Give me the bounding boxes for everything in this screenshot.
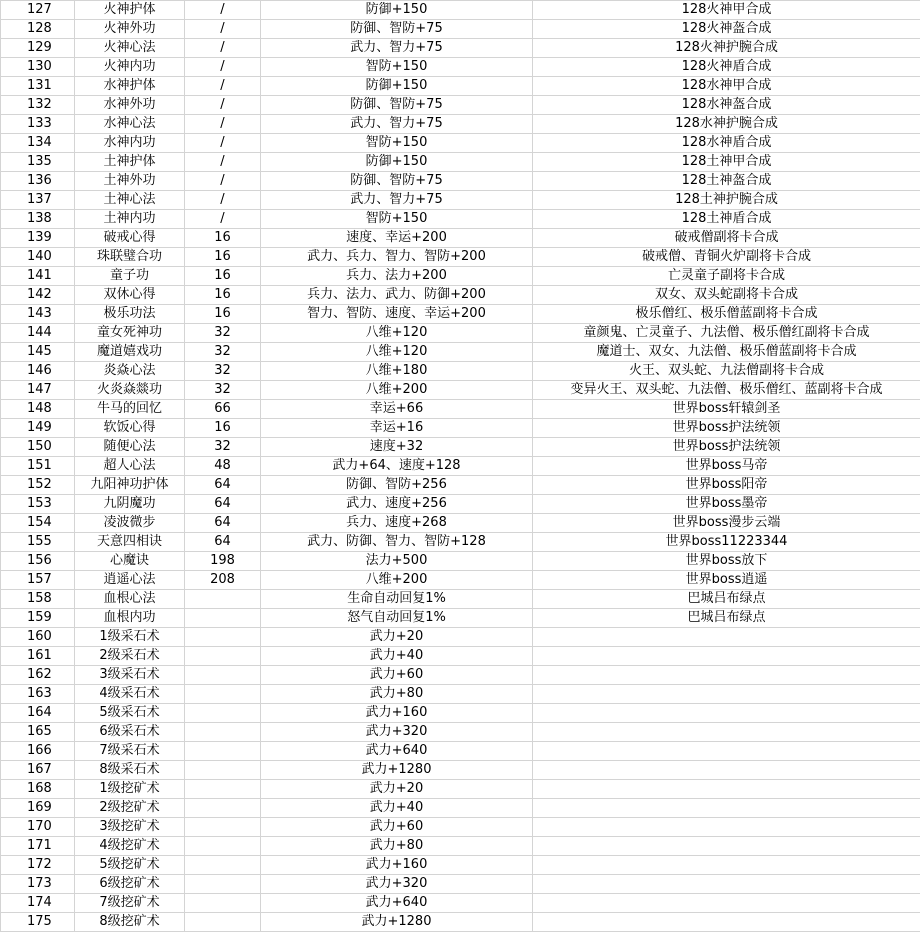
source-cell[interactable]	[533, 780, 920, 799]
source-cell[interactable]: 世界boss放下	[533, 552, 920, 571]
row-id-cell[interactable]: 157	[1, 571, 75, 590]
effect-cell[interactable]: 武力+40	[261, 647, 533, 666]
skill-name-cell[interactable]: 3级采石术	[75, 666, 185, 685]
row-id-cell[interactable]: 165	[1, 723, 75, 742]
level-cell[interactable]	[185, 666, 261, 685]
source-cell[interactable]	[533, 723, 920, 742]
row-id-cell[interactable]: 160	[1, 628, 75, 647]
source-cell[interactable]: 极乐僧红、极乐僧蓝副将卡合成	[533, 305, 920, 324]
row-id-cell[interactable]: 169	[1, 799, 75, 818]
level-cell[interactable]: 32	[185, 324, 261, 343]
table-row	[1, 742, 920, 761]
level-cell[interactable]: 48	[185, 457, 261, 476]
row-id-cell[interactable]: 127	[1, 1, 75, 20]
row-id-cell[interactable]: 149	[1, 419, 75, 438]
source-cell[interactable]: 128水神甲合成	[533, 77, 920, 96]
row-id-cell[interactable]: 170	[1, 818, 75, 837]
level-cell[interactable]: /	[185, 20, 261, 39]
skill-name-cell[interactable]: 凌波微步	[75, 514, 185, 533]
row-id-cell[interactable]: 167	[1, 761, 75, 780]
row-id-cell[interactable]: 151	[1, 457, 75, 476]
effect-cell[interactable]: 八维+120	[261, 343, 533, 362]
source-cell[interactable]: 128火神盔合成	[533, 20, 920, 39]
effect-cell[interactable]: 武力+20	[261, 780, 533, 799]
skill-name-cell[interactable]: 土神内功	[75, 210, 185, 229]
level-cell[interactable]: /	[185, 134, 261, 153]
skill-name-cell[interactable]: 1级采石术	[75, 628, 185, 647]
effect-cell[interactable]: 智防+150	[261, 58, 533, 77]
effect-cell[interactable]: 智力、智防、速度、幸运+200	[261, 305, 533, 324]
table-row	[1, 20, 920, 39]
skill-name-cell[interactable]: 随便心法	[75, 438, 185, 457]
effect-cell[interactable]: 武力、速度+256	[261, 495, 533, 514]
source-cell[interactable]: 128土神盾合成	[533, 210, 920, 229]
source-cell[interactable]: 128土神盔合成	[533, 172, 920, 191]
level-cell[interactable]	[185, 837, 261, 856]
source-cell[interactable]: 128火神盾合成	[533, 58, 920, 77]
row-id-cell[interactable]: 141	[1, 267, 75, 286]
effect-cell[interactable]: 武力+320	[261, 723, 533, 742]
skill-name-cell[interactable]: 水神外功	[75, 96, 185, 115]
level-cell[interactable]: 32	[185, 381, 261, 400]
row-id-cell[interactable]: 140	[1, 248, 75, 267]
table-row	[1, 457, 920, 476]
effect-cell[interactable]: 怒气自动回复1%	[261, 609, 533, 628]
skill-name-cell[interactable]: 4级采石术	[75, 685, 185, 704]
table-row	[1, 704, 920, 723]
effect-cell[interactable]: 武力+160	[261, 704, 533, 723]
skill-name-cell[interactable]: 火炎焱燚功	[75, 381, 185, 400]
level-cell[interactable]: 32	[185, 362, 261, 381]
table-row	[1, 571, 920, 590]
effect-cell[interactable]: 武力、防御、智力、智防+128	[261, 533, 533, 552]
level-cell[interactable]	[185, 628, 261, 647]
effect-cell[interactable]: 武力+60	[261, 818, 533, 837]
row-id-cell[interactable]: 162	[1, 666, 75, 685]
table-row	[1, 856, 920, 875]
source-cell[interactable]	[533, 666, 920, 685]
effect-cell[interactable]: 速度、幸运+200	[261, 229, 533, 248]
level-cell[interactable]	[185, 913, 261, 932]
source-cell[interactable]	[533, 913, 920, 932]
skill-name-cell[interactable]: 7级采石术	[75, 742, 185, 761]
effect-cell[interactable]: 武力+320	[261, 875, 533, 894]
source-cell[interactable]	[533, 761, 920, 780]
level-cell[interactable]	[185, 647, 261, 666]
skill-name-cell[interactable]: 2级挖矿术	[75, 799, 185, 818]
row-id-cell[interactable]: 135	[1, 153, 75, 172]
table-row	[1, 666, 920, 685]
level-cell[interactable]	[185, 780, 261, 799]
row-id-cell[interactable]: 153	[1, 495, 75, 514]
table-row	[1, 58, 920, 77]
skill-name-cell[interactable]: 九阳神功护体	[75, 476, 185, 495]
level-cell[interactable]: /	[185, 39, 261, 58]
row-id-cell[interactable]: 152	[1, 476, 75, 495]
effect-cell[interactable]: 八维+120	[261, 324, 533, 343]
effect-cell[interactable]: 武力+1280	[261, 913, 533, 932]
table-row	[1, 552, 920, 571]
level-cell[interactable]: /	[185, 115, 261, 134]
skill-name-cell[interactable]: 软饭心得	[75, 419, 185, 438]
table-row	[1, 609, 920, 628]
level-cell[interactable]: 198	[185, 552, 261, 571]
effect-cell[interactable]: 武力+40	[261, 799, 533, 818]
row-id-cell[interactable]: 154	[1, 514, 75, 533]
level-cell[interactable]	[185, 856, 261, 875]
level-cell[interactable]: /	[185, 1, 261, 20]
level-cell[interactable]	[185, 799, 261, 818]
row-id-cell[interactable]: 144	[1, 324, 75, 343]
row-id-cell[interactable]: 146	[1, 362, 75, 381]
source-cell[interactable]	[533, 837, 920, 856]
table-row	[1, 438, 920, 457]
table-row	[1, 685, 920, 704]
table-row	[1, 248, 920, 267]
effect-cell[interactable]: 兵力、法力、武力、防御+200	[261, 286, 533, 305]
row-id-cell[interactable]: 166	[1, 742, 75, 761]
table-row	[1, 514, 920, 533]
level-cell[interactable]: 64	[185, 533, 261, 552]
level-cell[interactable]: 32	[185, 438, 261, 457]
row-id-cell[interactable]: 137	[1, 191, 75, 210]
table-row	[1, 305, 920, 324]
table-row	[1, 533, 920, 552]
source-cell[interactable]	[533, 799, 920, 818]
row-id-cell[interactable]: 128	[1, 20, 75, 39]
level-cell[interactable]: 64	[185, 476, 261, 495]
skill-name-cell[interactable]: 童女死神功	[75, 324, 185, 343]
source-cell[interactable]: 世界boss马帝	[533, 457, 920, 476]
skill-name-cell[interactable]: 火神外功	[75, 20, 185, 39]
level-cell[interactable]: 64	[185, 514, 261, 533]
row-id-cell[interactable]: 147	[1, 381, 75, 400]
effect-cell[interactable]: 武力+20	[261, 628, 533, 647]
table-row	[1, 343, 920, 362]
level-cell[interactable]	[185, 609, 261, 628]
row-id-cell[interactable]: 131	[1, 77, 75, 96]
table-row	[1, 267, 920, 286]
source-cell[interactable]	[533, 685, 920, 704]
row-id-cell[interactable]: 139	[1, 229, 75, 248]
skill-name-cell[interactable]: 7级挖矿术	[75, 894, 185, 913]
skill-name-cell[interactable]: 炎焱心法	[75, 362, 185, 381]
effect-cell[interactable]: 武力+80	[261, 685, 533, 704]
effect-cell[interactable]: 防御+150	[261, 153, 533, 172]
table-row	[1, 913, 920, 932]
source-cell[interactable]	[533, 704, 920, 723]
table-row	[1, 818, 920, 837]
table-row	[1, 590, 920, 609]
source-cell[interactable]: 双女、双头蛇副将卡合成	[533, 286, 920, 305]
table-row	[1, 875, 920, 894]
source-cell[interactable]: 世界boss11223344	[533, 533, 920, 552]
skill-name-cell[interactable]: 极乐功法	[75, 305, 185, 324]
effect-cell[interactable]: 防御+150	[261, 1, 533, 20]
skill-name-cell[interactable]: 2级采石术	[75, 647, 185, 666]
effect-cell[interactable]: 防御+150	[261, 77, 533, 96]
level-cell[interactable]	[185, 818, 261, 837]
source-cell[interactable]	[533, 647, 920, 666]
table-row	[1, 647, 920, 666]
level-cell[interactable]	[185, 761, 261, 780]
skill-name-cell[interactable]: 超人心法	[75, 457, 185, 476]
level-cell[interactable]: /	[185, 153, 261, 172]
skill-name-cell[interactable]: 魔道嬉戏功	[75, 343, 185, 362]
table-row	[1, 324, 920, 343]
skill-name-cell[interactable]: 6级挖矿术	[75, 875, 185, 894]
skill-name-cell[interactable]: 土神外功	[75, 172, 185, 191]
effect-cell[interactable]: 武力+64、速度+128	[261, 457, 533, 476]
table-row	[1, 362, 920, 381]
table-row	[1, 1, 920, 20]
level-cell[interactable]	[185, 590, 261, 609]
row-id-cell[interactable]: 129	[1, 39, 75, 58]
source-cell[interactable]: 世界boss轩辕剑圣	[533, 400, 920, 419]
skill-name-cell[interactable]: 5级采石术	[75, 704, 185, 723]
source-cell[interactable]: 童颜鬼、亡灵童子、九法僧、极乐僧红副将卡合成	[533, 324, 920, 343]
table-body	[1, 1, 920, 932]
row-id-cell[interactable]: 164	[1, 704, 75, 723]
source-cell[interactable]: 破戒僧、青铜火炉副将卡合成	[533, 248, 920, 267]
source-cell[interactable]: 世界boss护法统领	[533, 438, 920, 457]
effect-cell[interactable]: 法力+500	[261, 552, 533, 571]
effect-cell[interactable]: 八维+180	[261, 362, 533, 381]
skill-name-cell[interactable]: 珠联璧合功	[75, 248, 185, 267]
level-cell[interactable]: /	[185, 96, 261, 115]
source-cell[interactable]: 128土神护腕合成	[533, 191, 920, 210]
skill-name-cell[interactable]: 双休心得	[75, 286, 185, 305]
skill-name-cell[interactable]: 九阴魔功	[75, 495, 185, 514]
effect-cell[interactable]: 武力+160	[261, 856, 533, 875]
level-cell[interactable]: 16	[185, 305, 261, 324]
level-cell[interactable]: /	[185, 172, 261, 191]
skill-name-cell[interactable]: 3级挖矿术	[75, 818, 185, 837]
skill-name-cell[interactable]: 火神内功	[75, 58, 185, 77]
table-row	[1, 39, 920, 58]
source-cell[interactable]	[533, 875, 920, 894]
level-cell[interactable]	[185, 742, 261, 761]
row-id-cell[interactable]: 171	[1, 837, 75, 856]
source-cell[interactable]: 巴城吕布绿点	[533, 590, 920, 609]
level-cell[interactable]	[185, 894, 261, 913]
row-id-cell[interactable]: 168	[1, 780, 75, 799]
level-cell[interactable]	[185, 875, 261, 894]
effect-cell[interactable]: 武力、智力+75	[261, 115, 533, 134]
skill-name-cell[interactable]: 天意四相诀	[75, 533, 185, 552]
row-id-cell[interactable]: 133	[1, 115, 75, 134]
source-cell[interactable]: 128水神盔合成	[533, 96, 920, 115]
level-cell[interactable]	[185, 723, 261, 742]
table-row	[1, 77, 920, 96]
effect-cell[interactable]: 智防+150	[261, 210, 533, 229]
effect-cell[interactable]: 幸运+66	[261, 400, 533, 419]
table-row	[1, 400, 920, 419]
source-cell[interactable]: 火王、双头蛇、九法僧副将卡合成	[533, 362, 920, 381]
row-id-cell[interactable]: 173	[1, 875, 75, 894]
table-row	[1, 476, 920, 495]
table-row	[1, 115, 920, 134]
row-id-cell[interactable]: 155	[1, 533, 75, 552]
table-row	[1, 153, 920, 172]
skill-name-cell[interactable]: 破戒心得	[75, 229, 185, 248]
effect-cell[interactable]: 武力、智力+75	[261, 191, 533, 210]
level-cell[interactable]: /	[185, 77, 261, 96]
table-row	[1, 780, 920, 799]
source-cell[interactable]	[533, 856, 920, 875]
source-cell[interactable]: 世界boss墨帝	[533, 495, 920, 514]
skill-name-cell[interactable]: 逍遥心法	[75, 571, 185, 590]
source-cell[interactable]	[533, 818, 920, 837]
row-id-cell[interactable]: 175	[1, 913, 75, 932]
source-cell[interactable]: 128水神护腕合成	[533, 115, 920, 134]
effect-cell[interactable]: 兵力、法力+200	[261, 267, 533, 286]
table-row	[1, 381, 920, 400]
table-row	[1, 210, 920, 229]
row-id-cell[interactable]: 150	[1, 438, 75, 457]
row-id-cell[interactable]: 143	[1, 305, 75, 324]
table-row	[1, 761, 920, 780]
row-id-cell[interactable]: 132	[1, 96, 75, 115]
skill-name-cell[interactable]: 火神心法	[75, 39, 185, 58]
row-id-cell[interactable]: 159	[1, 609, 75, 628]
row-id-cell[interactable]: 174	[1, 894, 75, 913]
source-cell[interactable]: 世界boss护法统领	[533, 419, 920, 438]
skill-name-cell[interactable]: 土神心法	[75, 191, 185, 210]
effect-cell[interactable]: 武力+80	[261, 837, 533, 856]
effect-cell[interactable]: 武力+60	[261, 666, 533, 685]
source-cell[interactable]: 世界boss阳帝	[533, 476, 920, 495]
row-id-cell[interactable]: 156	[1, 552, 75, 571]
level-cell[interactable]: /	[185, 58, 261, 77]
effect-cell[interactable]: 速度+32	[261, 438, 533, 457]
source-cell[interactable]: 世界boss逍遥	[533, 571, 920, 590]
row-id-cell[interactable]: 163	[1, 685, 75, 704]
level-cell[interactable]: 16	[185, 267, 261, 286]
table-row	[1, 419, 920, 438]
effect-cell[interactable]: 防御、智防+75	[261, 96, 533, 115]
row-id-cell[interactable]: 136	[1, 172, 75, 191]
skill-name-cell[interactable]: 火神护体	[75, 1, 185, 20]
source-cell[interactable]: 巴城吕布绿点	[533, 609, 920, 628]
source-cell[interactable]	[533, 628, 920, 647]
row-id-cell[interactable]: 138	[1, 210, 75, 229]
level-cell[interactable]: /	[185, 191, 261, 210]
level-cell[interactable]: 16	[185, 419, 261, 438]
level-cell[interactable]: /	[185, 210, 261, 229]
table-row	[1, 229, 920, 248]
skill-name-cell[interactable]: 6级采石术	[75, 723, 185, 742]
source-cell[interactable]	[533, 742, 920, 761]
row-id-cell[interactable]: 130	[1, 58, 75, 77]
row-id-cell[interactable]: 142	[1, 286, 75, 305]
level-cell[interactable]: 66	[185, 400, 261, 419]
effect-cell[interactable]: 生命自动回复1%	[261, 590, 533, 609]
level-cell[interactable]: 208	[185, 571, 261, 590]
skill-name-cell[interactable]: 童子功	[75, 267, 185, 286]
effect-cell[interactable]: 防御、智防+256	[261, 476, 533, 495]
effect-cell[interactable]: 兵力、速度+268	[261, 514, 533, 533]
level-cell[interactable]	[185, 685, 261, 704]
level-cell[interactable]: 16	[185, 229, 261, 248]
effect-cell[interactable]: 幸运+16	[261, 419, 533, 438]
source-cell[interactable]	[533, 894, 920, 913]
source-cell[interactable]: 128火神护腕合成	[533, 39, 920, 58]
source-cell[interactable]: 亡灵童子副将卡合成	[533, 267, 920, 286]
skill-name-cell[interactable]: 水神护体	[75, 77, 185, 96]
effect-cell[interactable]: 武力、兵力、智力、智防+200	[261, 248, 533, 267]
table-row	[1, 172, 920, 191]
effect-cell[interactable]: 武力、智力+75	[261, 39, 533, 58]
source-cell[interactable]: 128火神甲合成	[533, 1, 920, 20]
effect-cell[interactable]: 武力+640	[261, 742, 533, 761]
skill-name-cell[interactable]: 心魔诀	[75, 552, 185, 571]
table-row	[1, 96, 920, 115]
table-row	[1, 134, 920, 153]
row-id-cell[interactable]: 148	[1, 400, 75, 419]
row-id-cell[interactable]: 172	[1, 856, 75, 875]
skill-name-cell[interactable]: 8级挖矿术	[75, 913, 185, 932]
table-row	[1, 628, 920, 647]
source-cell[interactable]: 128水神盾合成	[533, 134, 920, 153]
skill-name-cell[interactable]: 5级挖矿术	[75, 856, 185, 875]
skill-name-cell[interactable]: 4级挖矿术	[75, 837, 185, 856]
effect-cell[interactable]: 八维+200	[261, 571, 533, 590]
table-row	[1, 837, 920, 856]
skill-name-cell[interactable]: 8级采石术	[75, 761, 185, 780]
skill-name-cell[interactable]: 1级挖矿术	[75, 780, 185, 799]
level-cell[interactable]: 16	[185, 248, 261, 267]
row-id-cell[interactable]: 134	[1, 134, 75, 153]
effect-cell[interactable]: 武力+640	[261, 894, 533, 913]
skill-name-cell[interactable]: 土神护体	[75, 153, 185, 172]
effect-cell[interactable]: 防御、智防+75	[261, 172, 533, 191]
row-id-cell[interactable]: 158	[1, 590, 75, 609]
skill-name-cell[interactable]: 水神内功	[75, 134, 185, 153]
table-row	[1, 799, 920, 818]
effect-cell[interactable]: 智防+150	[261, 134, 533, 153]
skill-name-cell[interactable]: 牛马的回忆	[75, 400, 185, 419]
source-cell[interactable]: 破戒僧副将卡合成	[533, 229, 920, 248]
skill-name-cell[interactable]: 血根内功	[75, 609, 185, 628]
table-row	[1, 723, 920, 742]
row-id-cell[interactable]: 145	[1, 343, 75, 362]
source-cell[interactable]: 世界boss漫步云端	[533, 514, 920, 533]
level-cell[interactable]: 64	[185, 495, 261, 514]
source-cell[interactable]: 128土神甲合成	[533, 153, 920, 172]
level-cell[interactable]: 16	[185, 286, 261, 305]
source-cell[interactable]: 魔道士、双女、九法僧、极乐僧蓝副将卡合成	[533, 343, 920, 362]
effect-cell[interactable]: 武力+1280	[261, 761, 533, 780]
table-row	[1, 495, 920, 514]
effect-cell[interactable]: 防御、智防+75	[261, 20, 533, 39]
table-row	[1, 894, 920, 913]
skill-name-cell[interactable]: 血根心法	[75, 590, 185, 609]
source-cell[interactable]: 变异火王、双头蛇、九法僧、极乐僧红、蓝副将卡合成	[533, 381, 920, 400]
table-row	[1, 191, 920, 210]
table-row	[1, 286, 920, 305]
level-cell[interactable]: 32	[185, 343, 261, 362]
effect-cell[interactable]: 八维+200	[261, 381, 533, 400]
level-cell[interactable]	[185, 704, 261, 723]
row-id-cell[interactable]: 161	[1, 647, 75, 666]
skill-name-cell[interactable]: 水神心法	[75, 115, 185, 134]
